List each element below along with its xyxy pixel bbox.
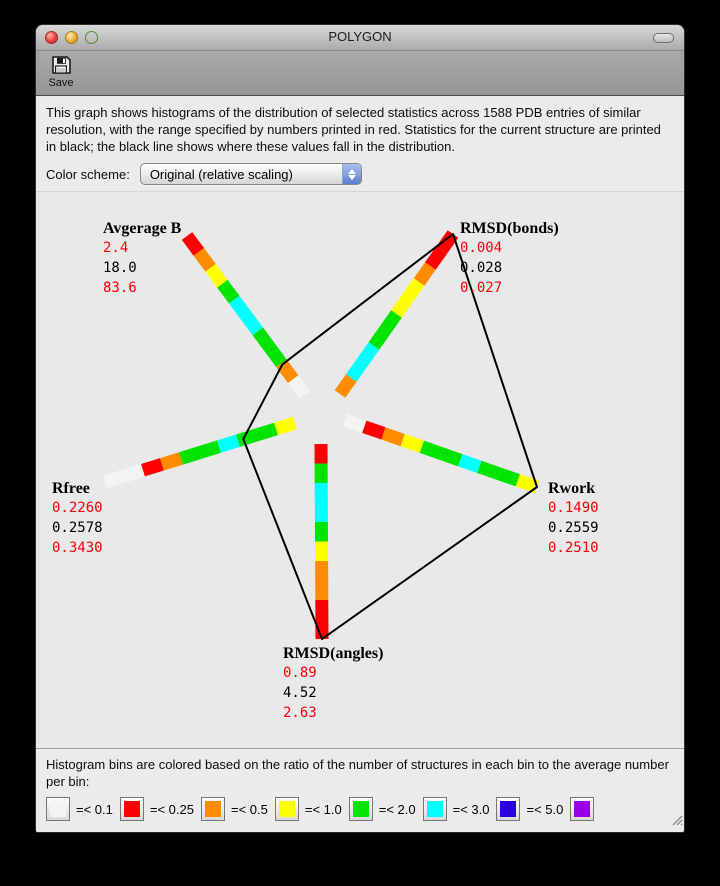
bin-yellow	[408, 282, 419, 298]
color-scheme-selected-value: Original (relative scaling)	[149, 166, 293, 182]
content	[36, 96, 684, 832]
bin-cyan	[219, 441, 238, 447]
save-button[interactable]	[44, 54, 78, 89]
axis-max-value: 0.027	[460, 280, 503, 296]
toolbar-toggle-button[interactable]	[653, 33, 674, 43]
legend-panel	[36, 748, 684, 832]
axis-current-value: 0.028	[460, 260, 503, 276]
legend-bin-label: =< 5.0	[526, 801, 564, 817]
axis-max-value: 0.3430	[52, 540, 103, 556]
color-scheme-row	[46, 163, 674, 185]
bin-yellow	[211, 268, 223, 284]
legend-swatch-row	[46, 797, 674, 821]
axis-labels-rwork	[548, 480, 599, 558]
bin-orange	[162, 458, 181, 464]
save-floppy-icon	[50, 54, 72, 76]
bin-orange	[383, 433, 402, 440]
bin-green	[238, 435, 257, 441]
bin-orange	[199, 252, 211, 268]
axis-title-rfree: Rfree	[52, 480, 90, 497]
bin-cyan	[363, 346, 374, 362]
bin-green	[479, 467, 498, 474]
axis-labels-avgerage-b	[103, 220, 181, 298]
bin-cyan	[460, 460, 479, 467]
window-title: POLYGON	[328, 29, 392, 44]
bin-green	[441, 454, 460, 461]
legend-bin-label: =< 0.1	[76, 801, 113, 817]
bin-orange	[340, 378, 351, 394]
legend-bin-label: =< 0.5	[230, 801, 268, 817]
histogram-bar-rmsd-bonds	[340, 234, 453, 394]
axis-title-avgerage-b: Avgerage B	[103, 220, 182, 237]
description-text: This graph shows histograms of the distribution of selected statistics across 1588 PDB entries of similar resolution, with the range specified by numbers printed in red. Statistics for the current structure are printed in black; the black line shows where these values fall in the distribution.	[46, 105, 661, 154]
bin-green	[222, 284, 234, 300]
legend-swatch-blue	[496, 797, 520, 821]
bin-white	[124, 470, 143, 476]
yellow-color-chip	[279, 801, 295, 817]
bin-orange	[281, 363, 293, 379]
titlebar	[36, 25, 684, 51]
polygon-window	[36, 25, 684, 832]
legend-swatch-orange	[201, 797, 225, 821]
purple-color-chip	[574, 801, 590, 817]
bin-red	[364, 427, 383, 434]
histogram-bar-avgerage-b	[187, 236, 305, 395]
legend-swatch-white	[46, 797, 70, 821]
red-color-chip	[124, 801, 140, 817]
legend-bin-label: =< 0.25	[149, 801, 194, 817]
polygon-chart-area	[36, 191, 684, 748]
bin-yellow	[403, 440, 422, 447]
description-panel	[36, 96, 684, 191]
axis-labels-rfree	[52, 480, 103, 558]
green-color-chip	[353, 801, 369, 817]
legend-bin-label: =< 3.0	[452, 801, 490, 817]
bin-green	[270, 347, 282, 363]
blue-color-chip	[500, 801, 516, 817]
bin-green	[422, 447, 441, 454]
axis-max-value: 2.63	[283, 705, 317, 721]
axis-min-value: 0.004	[460, 240, 503, 256]
color-scheme-select[interactable]	[140, 163, 362, 185]
axis-max-value: 0.2510	[548, 540, 599, 556]
cyan-color-chip	[427, 801, 443, 817]
bin-green	[258, 331, 270, 347]
orange-color-chip	[205, 801, 221, 817]
color-scheme-label: Color scheme:	[46, 166, 130, 182]
bin-red	[187, 236, 199, 252]
bin-white	[293, 379, 305, 395]
bin-yellow	[276, 423, 295, 429]
legend-swatch-green	[349, 797, 373, 821]
legend-bin-label: =< 1.0	[304, 801, 342, 817]
bin-green	[200, 447, 219, 453]
legend-swatch-purple	[570, 797, 594, 821]
axis-title-rwork: Rwork	[548, 480, 596, 497]
legend-swatch-red	[120, 797, 144, 821]
toolbar	[36, 51, 684, 96]
legend-text: Histogram bins are colored based on the ratio of the number of structures in each bin to the average number per bin:	[46, 757, 669, 789]
popup-stepper-icon	[342, 164, 361, 184]
legend-bin-label: =< 2.0	[378, 801, 416, 817]
axis-title-rmsd-bonds: RMSD(bonds)	[460, 220, 559, 237]
legend-swatch-cyan	[423, 797, 447, 821]
bin-green	[374, 330, 385, 346]
bin-green	[385, 314, 396, 330]
white-color-chip	[50, 801, 66, 817]
bin-cyan	[351, 362, 362, 378]
axis-max-value: 83.6	[103, 280, 137, 296]
bin-orange	[419, 266, 430, 282]
axis-current-value: 0.2578	[52, 520, 103, 536]
bin-cyan	[246, 316, 258, 332]
bin-cyan	[234, 300, 246, 316]
save-button-label: Save	[48, 77, 74, 89]
axis-min-value: 0.89	[283, 665, 317, 681]
bin-green	[499, 474, 518, 481]
resize-grip[interactable]	[669, 812, 683, 831]
axis-min-value: 0.1490	[548, 500, 599, 516]
axis-labels-rmsd-angles	[283, 645, 383, 723]
axis-min-value: 0.2260	[52, 500, 103, 516]
bin-red	[143, 464, 162, 470]
axis-current-value: 18.0	[103, 260, 137, 276]
bin-green	[257, 429, 276, 435]
histogram-bar-rwork	[345, 420, 537, 487]
bin-yellow	[397, 298, 408, 314]
bin-green	[181, 453, 200, 459]
axis-current-value: 4.52	[283, 685, 317, 701]
axis-current-value: 0.2559	[548, 520, 599, 536]
axis-labels-rmsd-bonds	[460, 220, 559, 298]
histogram-bar-rfree	[105, 423, 295, 482]
axis-title-rmsd-angles: RMSD(angles)	[283, 645, 384, 662]
bin-white	[105, 476, 124, 482]
bin-white	[345, 420, 364, 427]
bin-red	[430, 250, 441, 266]
legend-swatch-yellow	[275, 797, 299, 821]
histogram-bar-rmsd-angles	[321, 444, 322, 639]
axis-min-value: 2.4	[103, 240, 129, 256]
